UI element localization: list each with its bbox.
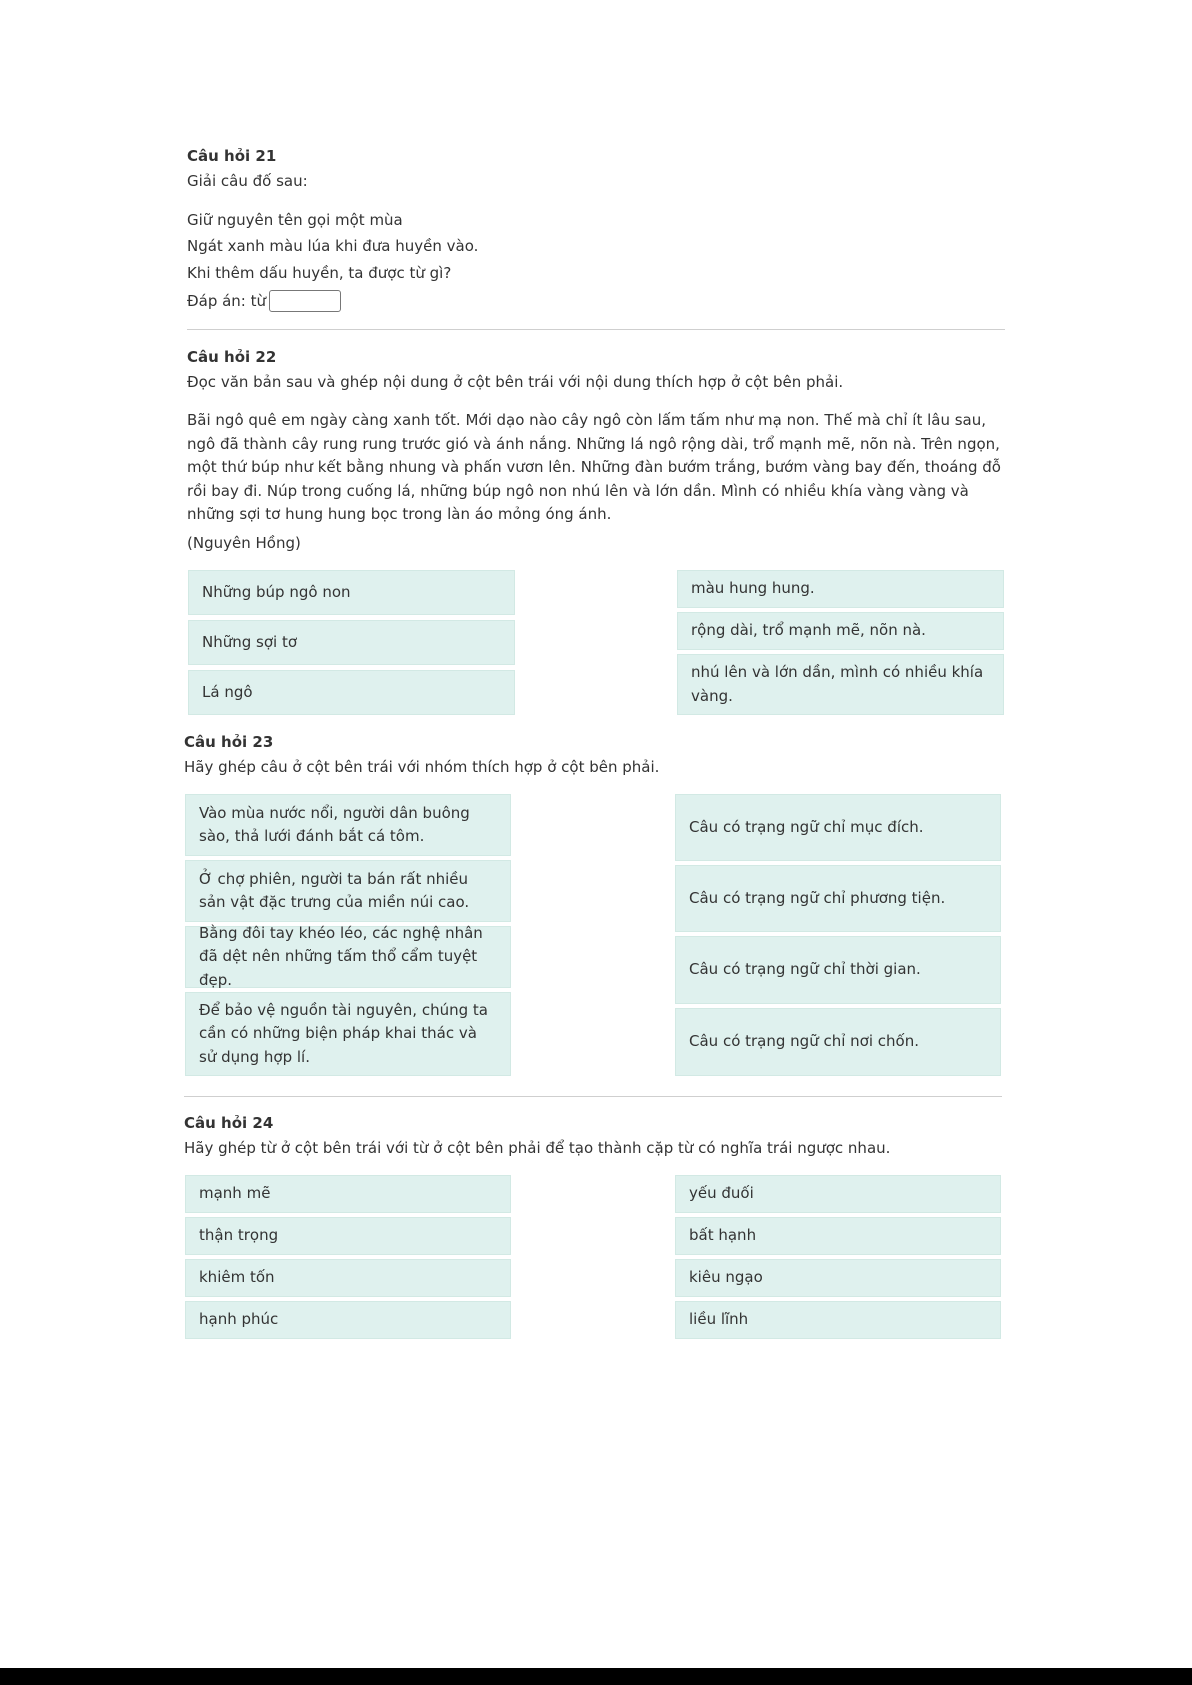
q22-right-item[interactable]: rộng dài, trổ mạnh mẽ, nõn nà. <box>677 612 1004 650</box>
q24-left-item[interactable]: thận trọng <box>185 1217 511 1255</box>
q22-right-item[interactable]: nhú lên và lớn dần, mình có nhiều khía vàng. <box>677 654 1004 715</box>
q24-left-item[interactable]: hạnh phúc <box>185 1301 511 1339</box>
q23-right-item[interactable]: Câu có trạng ngữ chỉ phương tiện. <box>675 865 1001 932</box>
q22-source: (Nguyên Hồng) <box>187 534 301 552</box>
q22-prompt: Đọc văn bản sau và ghép nội dung ở cột bên trái với nội dung thích hợp ở cột bên phải. <box>187 373 844 391</box>
q22-passage: Bãi ngô quê em ngày càng xanh tốt. Mới dạo nào cây ngô còn lấm tấm như mạ non. Thế mà chỉ ít lâu sau, ngô đã thành cây rung rung trước gió và ánh nắng. Những lá ngô rộng dài, trổ mạnh mẽ, nõn nà. Trên ngọn, một thứ búp như kết bằng nhung và phấn vươn lên. Những đàn bướm trắng, bướm vàng bay đến, thoáng đỗ rồi bay đi. Núp trong cuống lá, những búp ngô non nhú lên và lớn dần. Mình có nhiều khía vàng vàng và những sợi tơ hung hung bọc trong làn áo mỏng óng ánh. <box>187 411 1001 523</box>
bottom-edge-bar <box>0 1668 1192 1685</box>
q21-title: Câu hỏi 21 <box>187 147 277 165</box>
divider <box>184 1096 1002 1097</box>
q23-left-item[interactable]: Vào mùa nước nổi, người dân buông sào, thả lưới đánh bắt cá tôm. <box>185 794 511 856</box>
q22-left-item[interactable]: Lá ngô <box>188 670 515 715</box>
q22-right-item[interactable]: màu hung hung. <box>677 570 1004 608</box>
divider <box>187 329 1005 330</box>
q24-left-item[interactable]: mạnh mẽ <box>185 1175 511 1213</box>
q23-prompt: Hãy ghép câu ở cột bên trái với nhóm thích hợp ở cột bên phải. <box>184 758 660 776</box>
q22-title: Câu hỏi 22 <box>187 348 277 366</box>
q21-riddle-line-2: Ngát xanh màu lúa khi đưa huyền vào. <box>187 237 479 255</box>
q22-left-item[interactable]: Những sợi tơ <box>188 620 515 665</box>
q23-left-item[interactable]: Bằng đôi tay khéo léo, các nghệ nhân đã dệt nên những tấm thổ cẩm tuyệt đẹp. <box>185 926 511 988</box>
q23-left-item[interactable]: Để bảo vệ nguồn tài nguyên, chúng ta cần có những biện pháp khai thác và sử dụng hợp lí. <box>185 992 511 1076</box>
q21-answer-input[interactable] <box>269 290 341 312</box>
q23-right-item[interactable]: Câu có trạng ngữ chỉ mục đích. <box>675 794 1001 861</box>
q23-left-item[interactable]: Ở chợ phiên, người ta bán rất nhiều sản vật đặc trưng của miền núi cao. <box>185 860 511 922</box>
q23-right-item[interactable]: Câu có trạng ngữ chỉ thời gian. <box>675 936 1001 1004</box>
q24-right-item[interactable]: yếu đuối <box>675 1175 1001 1213</box>
q24-right-item[interactable]: liều lĩnh <box>675 1301 1001 1339</box>
q24-right-item[interactable]: bất hạnh <box>675 1217 1001 1255</box>
q24-title: Câu hỏi 24 <box>184 1114 274 1132</box>
q21-prompt: Giải câu đố sau: <box>187 172 308 190</box>
q21-answer-label: Đáp án: từ <box>187 292 267 310</box>
q23-title: Câu hỏi 23 <box>184 733 274 751</box>
q21-riddle-line-3: Khi thêm dấu huyền, ta được từ gì? <box>187 264 452 282</box>
q21-riddle-line-1: Giữ nguyên tên gọi một mùa <box>187 211 403 229</box>
q22-left-item[interactable]: Những búp ngô non <box>188 570 515 615</box>
q23-right-item[interactable]: Câu có trạng ngữ chỉ nơi chốn. <box>675 1008 1001 1076</box>
q24-right-item[interactable]: kiêu ngạo <box>675 1259 1001 1297</box>
q24-prompt: Hãy ghép từ ở cột bên trái với từ ở cột bên phải để tạo thành cặp từ có nghĩa trái ngược nhau. <box>184 1139 891 1157</box>
q24-left-item[interactable]: khiêm tốn <box>185 1259 511 1297</box>
